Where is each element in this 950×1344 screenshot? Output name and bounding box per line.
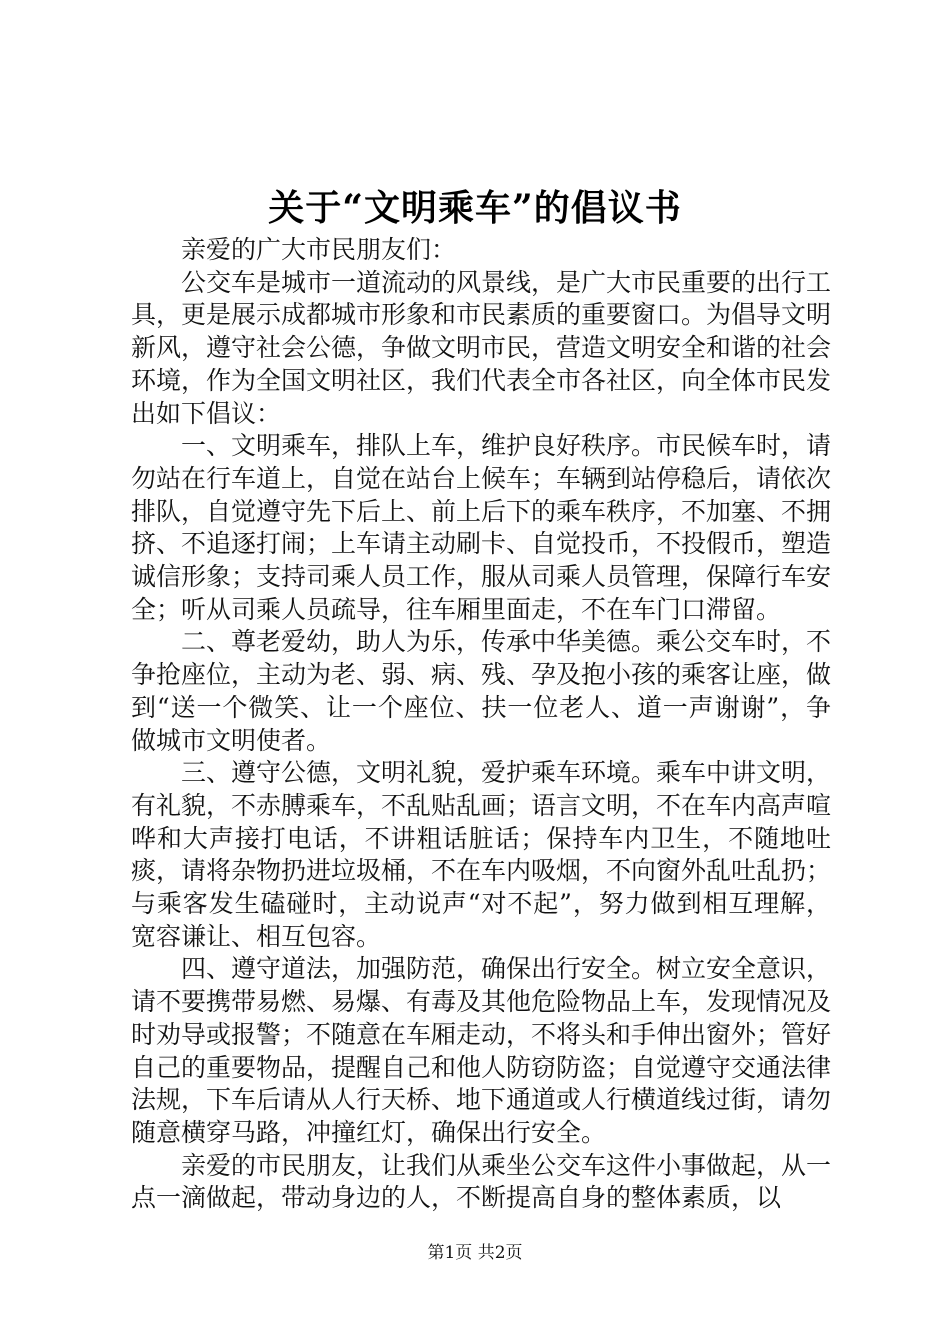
salutation-paragraph: 亲爱的广大市民朋友们： (181, 235, 457, 264)
proposal-paragraph-2: 二、尊老爱幼，助人为乐，传承中华美德。乘公交车时，不争抢座位，主动为老、弱、病、残、孕及抱小孩的乘客让座，做到“送一个微笑、让一个座位、扶一位老人、道一声谢谢”，争做城市文明使者。 (131, 627, 832, 755)
intro-paragraph: 公交车是城市一道流动的风景线，是广大市民重要的出行工具，更是展示成都城市形象和市民素质的重要窗口。为倡导文明新风，遵守社会公德，争做文明市民，营造文明安全和谐的社会环境，作为全国文明社区，我们代表全市各社区，向全体市民发出如下倡议： (131, 267, 832, 428)
page-footer: 第1页 共2页 (427, 1243, 523, 1263)
proposal-paragraph-3: 三、遵守公德，文明礼貌，爱护乘车环境。乘车中讲文明，有礼貌，不赤膊乘车，不乱贴乱画；语言文明，不在车内高声喧哗和大声接打电话，不讲粗话脏话；保持车内卫生，不随地吐痰，请将杂物扔进垃圾桶，不在车内吸烟，不向窗外乱吐乱扔；与乘客发生磕碰时，主动说声“对不起”，努力做到相互理解，宽容谦让、相互包容。 (131, 758, 832, 951)
proposal-paragraph-1: 一、文明乘车，排队上车，维护良好秩序。市民候车时，请勿站在行车道上，自觉在站台上候车；车辆到站停稳后，请依次排队，自觉遵守先下后上、前上后下的乘车秩序，不加塞、不拥挤、不追逐打闹；上车请主动刷卡、自觉投币，不投假币，塑造诚信形象；支持司乘人员工作，服从司乘人员管理，保障行车安全；听从司乘人员疏导，往车厢里面走，不在车门口滞留。 (131, 431, 832, 624)
proposal-paragraph-4: 四、遵守道法，加强防范，确保出行安全。树立安全意识，请不要携带易燃、易爆、有毒及其他危险物品上车，发现情况及时劝导或报警；不随意在车厢走动，不将头和手伸出窗外；管好自己的重要物品，提醒自己和他人防窃防盗；自觉遵守交通法律法规，下车后请从人行天桥、地下通道或人行横道线过街，请勿随意横穿马路，冲撞红灯，确保出行安全。 (131, 954, 832, 1147)
document-body (131, 234, 831, 1215)
closing-paragraph: 亲爱的市民朋友，让我们从乘坐公交车这件小事做起，从一点一滴做起，带动身边的人，不断提高自身的整体素质，以 (131, 1150, 832, 1213)
document-title: 关于“文明乘车”的倡议书 (268, 187, 682, 229)
